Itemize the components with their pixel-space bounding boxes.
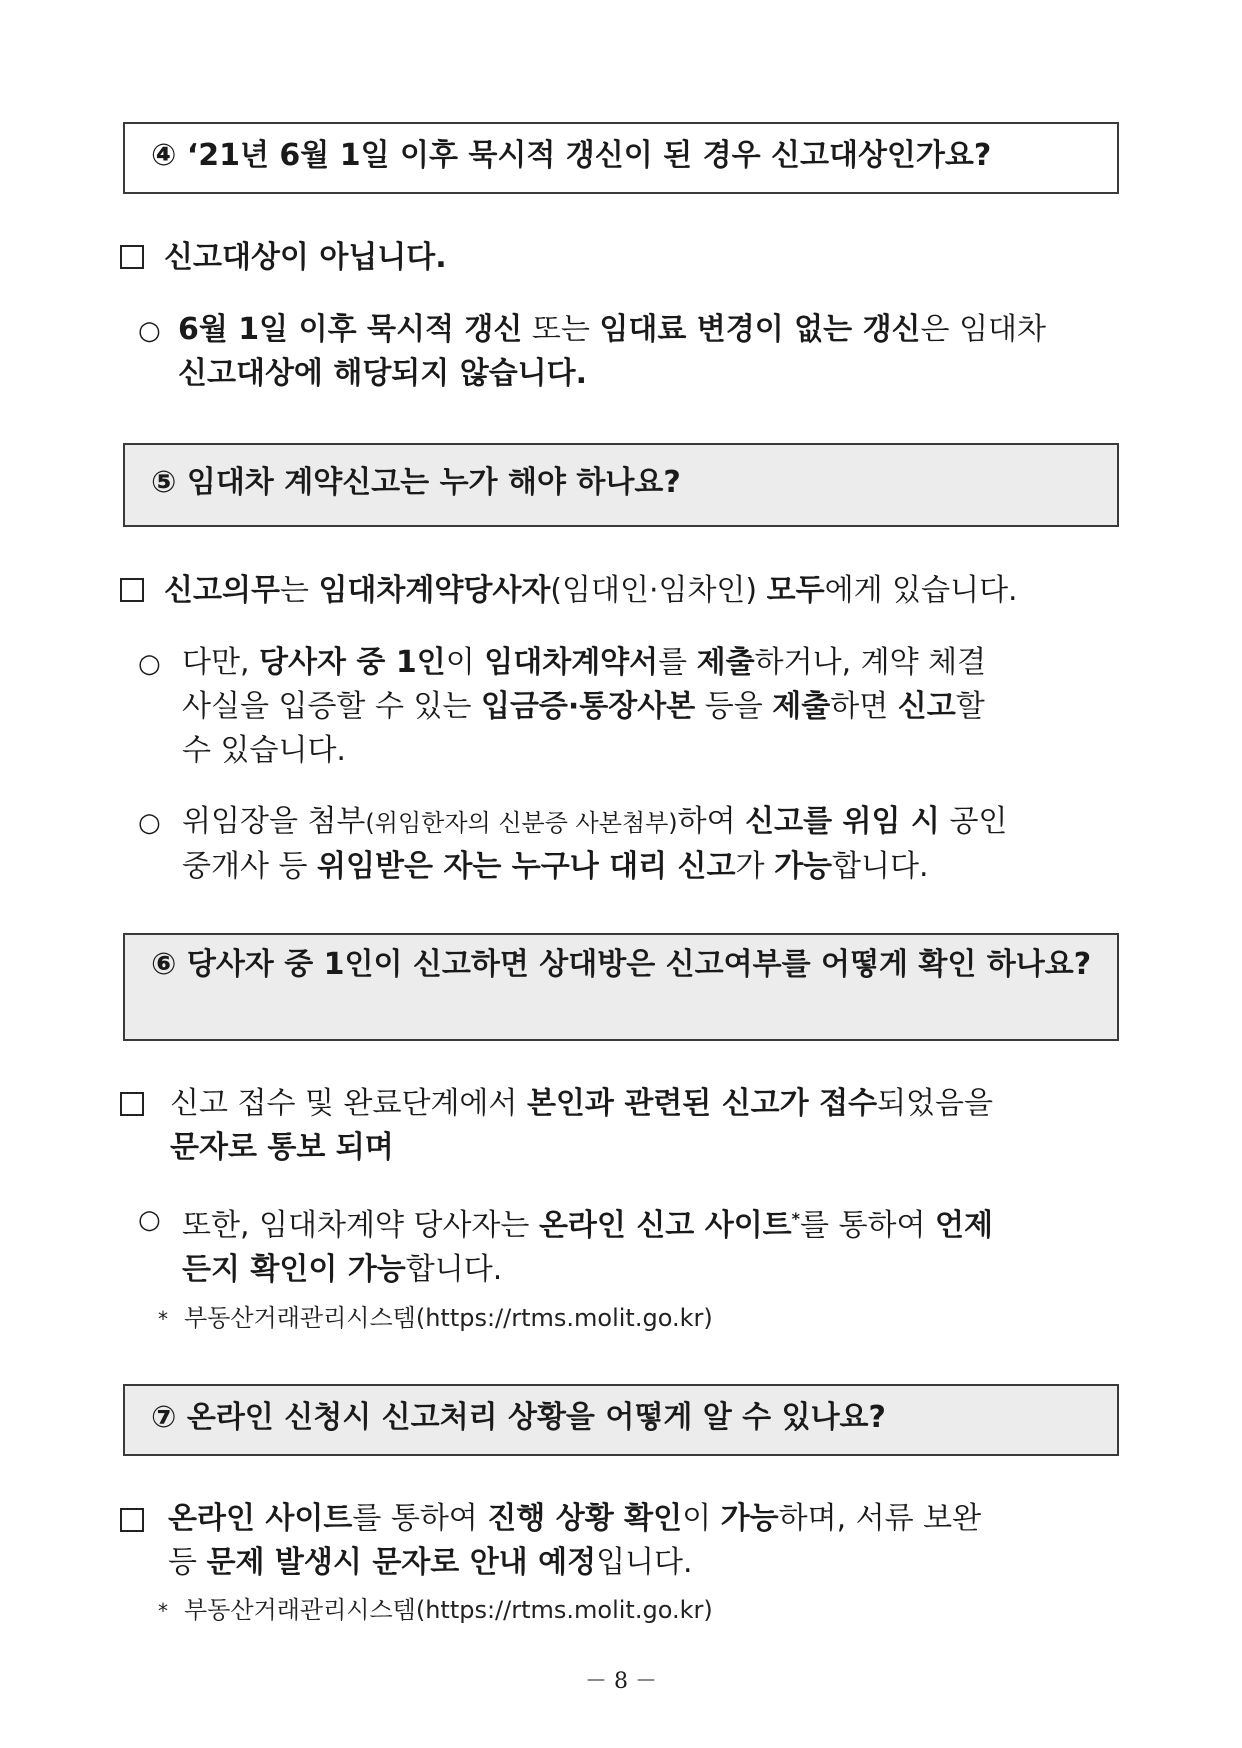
- text-bold: 모두: [766, 573, 825, 608]
- text-run: 할: [955, 689, 985, 724]
- text-bold: 입금증·통장사본: [480, 689, 696, 724]
- text-bold: 온라인 신고 사이트: [538, 1208, 792, 1243]
- checkbox-square-icon: [120, 578, 144, 602]
- question-box-7: [123, 1384, 1119, 1456]
- text-run: 에게 있습니다.: [824, 573, 1018, 608]
- text-run: (임대인·임차인): [550, 573, 767, 608]
- text-run: 등을: [695, 689, 773, 724]
- question-box-5: [123, 443, 1119, 527]
- text-bold: 가능: [720, 1501, 779, 1536]
- text-run: 하며, 서류 보완: [778, 1501, 982, 1536]
- text-run: 입니다.: [596, 1545, 693, 1580]
- text-bold: 든지 확인이 가능: [182, 1252, 406, 1287]
- question-5-title: ⑤ 임대차 계약신고는 누가 해야 하나요?: [151, 465, 681, 500]
- text-bold: 진행 상황 확인: [487, 1501, 683, 1536]
- circle-bullet-icon: ○: [138, 649, 161, 679]
- text-bold: 6월 1일 이후 묵시적 갱신: [178, 312, 523, 347]
- answer-6-main: [170, 1082, 1122, 1170]
- text-bold: 신고의무: [164, 573, 280, 608]
- text-bold: 본인과 관련된 신고가 접수: [526, 1086, 878, 1121]
- page-number: － 8 －: [585, 1669, 657, 1694]
- text-run: 공인: [939, 804, 1008, 839]
- text-bold: 임대료 변경이 없는 갱신: [599, 312, 921, 347]
- checkbox-square-icon: [120, 1092, 144, 1116]
- text-bold: 문자로 통보 되며: [170, 1130, 394, 1165]
- text-bold: 신고를 위임 시: [745, 804, 940, 839]
- text-run: 또는: [522, 312, 600, 347]
- text-bold: 신고대상에 해당되지 않습니다.: [178, 356, 588, 391]
- text-run: 가: [735, 849, 775, 884]
- checkbox-square-icon: [120, 245, 144, 269]
- footnote-text: 부동산거래관리시스템(https://rtms.molit.go.kr): [184, 1596, 713, 1624]
- question-6-title: ⑥ 당사자 중 1인이 신고하면 상대방은 신고여부를 어떻게 확인 하나요?: [151, 947, 1092, 982]
- circle-bullet-icon: ○: [138, 316, 161, 346]
- text-bold: 위임받은 자는 누구나 대리 신고: [317, 849, 736, 884]
- asterisk-icon: *: [158, 1599, 168, 1623]
- text-bold: 가능: [774, 849, 833, 884]
- text-run: 사실을 입증할 수 있는: [182, 689, 481, 724]
- question-box-6: [123, 933, 1119, 1041]
- text-bold: 문제 발생시 문자로 안내 예정: [206, 1545, 597, 1580]
- answer-6-sub-1: [182, 1197, 1122, 1292]
- text-run-small: (위임한자의 신분증 사본첨부): [365, 809, 678, 837]
- text-run: 신고 접수 및 완료단계에서: [170, 1086, 527, 1121]
- text-bold: 임대차계약당사자: [318, 573, 551, 608]
- circle-bullet-icon: ○: [138, 1205, 161, 1235]
- footnote-text: 부동산거래관리시스템(https://rtms.molit.go.kr): [184, 1304, 713, 1332]
- checkbox-square-icon: [120, 1508, 144, 1532]
- text-bold: 제출: [772, 689, 831, 724]
- text-run: 하여: [677, 804, 746, 839]
- answer-5-main: [164, 569, 1124, 613]
- text-run: 이: [682, 1501, 721, 1536]
- text-bold: 온라인 사이트: [168, 1501, 353, 1536]
- footnote: [158, 1302, 713, 1335]
- text-run: 하거나, 계약 체결: [754, 645, 987, 680]
- answer-7-main: [168, 1497, 1122, 1585]
- text-run: 합니다.: [832, 849, 929, 884]
- text-run: 합니다.: [405, 1252, 503, 1287]
- text-bold: 당사자 중 1인: [259, 645, 446, 680]
- footnote: [158, 1594, 713, 1627]
- question-7-title: ⑦ 온라인 신청시 신고처리 상황을 어떻게 알 수 있나요?: [151, 1400, 886, 1435]
- text-run: 중개사 등: [182, 849, 317, 884]
- circle-bullet-icon: ○: [138, 808, 161, 838]
- text-line: [178, 312, 1046, 347]
- answer-5-sub-1: [182, 641, 1122, 773]
- text-bold: 언제: [935, 1208, 994, 1243]
- text-run: 등: [168, 1545, 207, 1580]
- text-run: 를 통하여: [352, 1501, 488, 1536]
- text-bold: 임대차계약서: [484, 645, 659, 680]
- answer-5-sub-2: [182, 800, 1122, 889]
- text-run: 하면: [830, 689, 898, 724]
- text-run: 은 임대차: [920, 312, 1047, 347]
- answer-4-main-text: 신고대상이 아닙니다.: [164, 240, 447, 275]
- text-run: 를: [658, 645, 697, 680]
- text-run: 수 있습니다.: [182, 733, 346, 768]
- text-run: 되었음을: [877, 1086, 993, 1121]
- footnote-marker: *: [791, 1209, 801, 1228]
- text-run: 를 통하여: [800, 1208, 936, 1243]
- question-box-4: [123, 122, 1119, 194]
- text-bold: 신고: [897, 689, 956, 724]
- text-run: 는: [279, 573, 319, 608]
- answer-4-sub-1: [178, 308, 1122, 396]
- text-run: 위임장을 첨부: [182, 804, 366, 839]
- text-run: 또한, 임대차계약 당사자는: [182, 1208, 539, 1243]
- answer-4-main: [164, 236, 1124, 280]
- question-4-title: ④ ‘21년 6월 1일 이후 묵시적 갱신이 된 경우 신고대상인가요?: [151, 138, 992, 173]
- asterisk-icon: *: [158, 1307, 168, 1331]
- text-bold: 제출: [696, 645, 755, 680]
- text-run: 이: [445, 645, 485, 680]
- text-run: 다만,: [182, 645, 260, 680]
